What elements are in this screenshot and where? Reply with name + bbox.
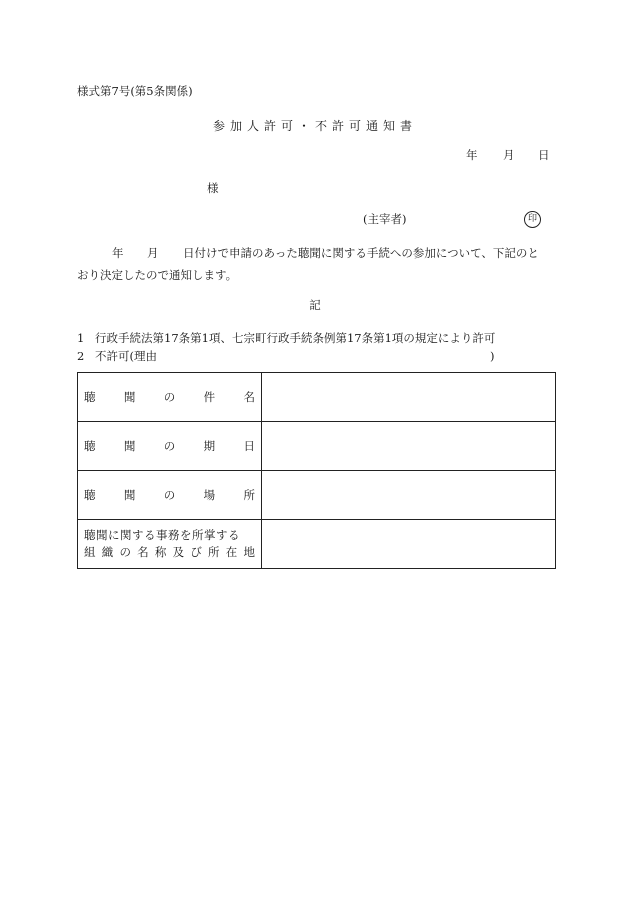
label-char: 聴 — [84, 488, 96, 502]
date-day: 日 — [538, 148, 550, 162]
item-2-close-paren: ) — [490, 349, 495, 363]
label-char: 名 — [243, 390, 255, 404]
seal-mark: 印 — [524, 211, 541, 228]
organizer-label: (主宰者) — [363, 212, 407, 226]
label-char: 名 — [137, 545, 149, 559]
body-text-line2: おり決定したので通知します。 — [77, 268, 238, 282]
label-char: 場 — [203, 488, 216, 502]
ki-heading: 記 — [309, 298, 321, 312]
label-char: の — [163, 439, 176, 453]
hearing-info-table — [77, 372, 556, 569]
hearing-subject-label — [84, 389, 255, 405]
table-row — [78, 471, 556, 520]
body-month: 月 — [147, 246, 159, 260]
label-char: の — [119, 545, 131, 559]
body-year: 年 — [112, 246, 124, 260]
row-label-cell — [78, 471, 262, 520]
label-char: 聞 — [123, 390, 136, 404]
hearing-place-label — [84, 487, 255, 503]
date-year: 年 — [466, 148, 478, 162]
label-char: 聞 — [123, 439, 136, 453]
date-month: 月 — [503, 148, 515, 162]
label-char: 聴 — [84, 439, 96, 453]
row-label-cell — [78, 520, 262, 569]
label-char: 地 — [243, 545, 255, 559]
label-char: 聞 — [123, 488, 136, 502]
item-2-text: 不許可(理由 — [95, 349, 157, 363]
hearing-place-value[interactable] — [262, 471, 556, 520]
organization-label-line2 — [84, 544, 255, 561]
label-char: 日 — [243, 439, 255, 453]
label-char: び — [190, 545, 202, 559]
label-char: 件 — [203, 390, 216, 404]
body-text-line1: 日付けで申請のあった聴聞に関する手続への参加について、下記のと — [183, 246, 539, 260]
row-label-cell — [78, 422, 262, 471]
item-1-number: 1 — [77, 331, 85, 345]
label-char: 在 — [225, 545, 238, 559]
row-label-cell — [78, 373, 262, 422]
addressee-suffix: 様 — [207, 181, 219, 195]
hearing-date-value[interactable] — [262, 422, 556, 471]
label-char: 組 — [84, 545, 96, 559]
label-char: 所 — [243, 488, 255, 502]
organization-label-line1: 聴聞に関する事務を所掌する — [84, 528, 240, 542]
label-char: 期 — [203, 439, 216, 453]
label-char: 聴 — [84, 390, 96, 404]
hearing-subject-value[interactable] — [262, 373, 556, 422]
item-1-text: 行政手続法第17条第1項、七宗町行政手続条例第17条第1項の規定により許可 — [95, 331, 496, 345]
label-char: の — [163, 390, 176, 404]
table-row — [78, 373, 556, 422]
label-char: 所 — [208, 545, 220, 559]
document-title: 参加人許可・不許可通知書 — [212, 119, 417, 133]
table-row — [78, 422, 556, 471]
organization-value[interactable] — [262, 520, 556, 569]
item-2-number: 2 — [77, 349, 85, 363]
table-row — [78, 520, 556, 569]
hearing-date-label — [84, 438, 255, 454]
label-char: 称 — [154, 545, 167, 559]
form-number: 様式第7号(第5条関係) — [77, 84, 193, 98]
issue-date — [0, 150, 630, 164]
label-char: 及 — [172, 545, 185, 559]
label-char: の — [163, 488, 176, 502]
label-char: 織 — [101, 545, 114, 559]
